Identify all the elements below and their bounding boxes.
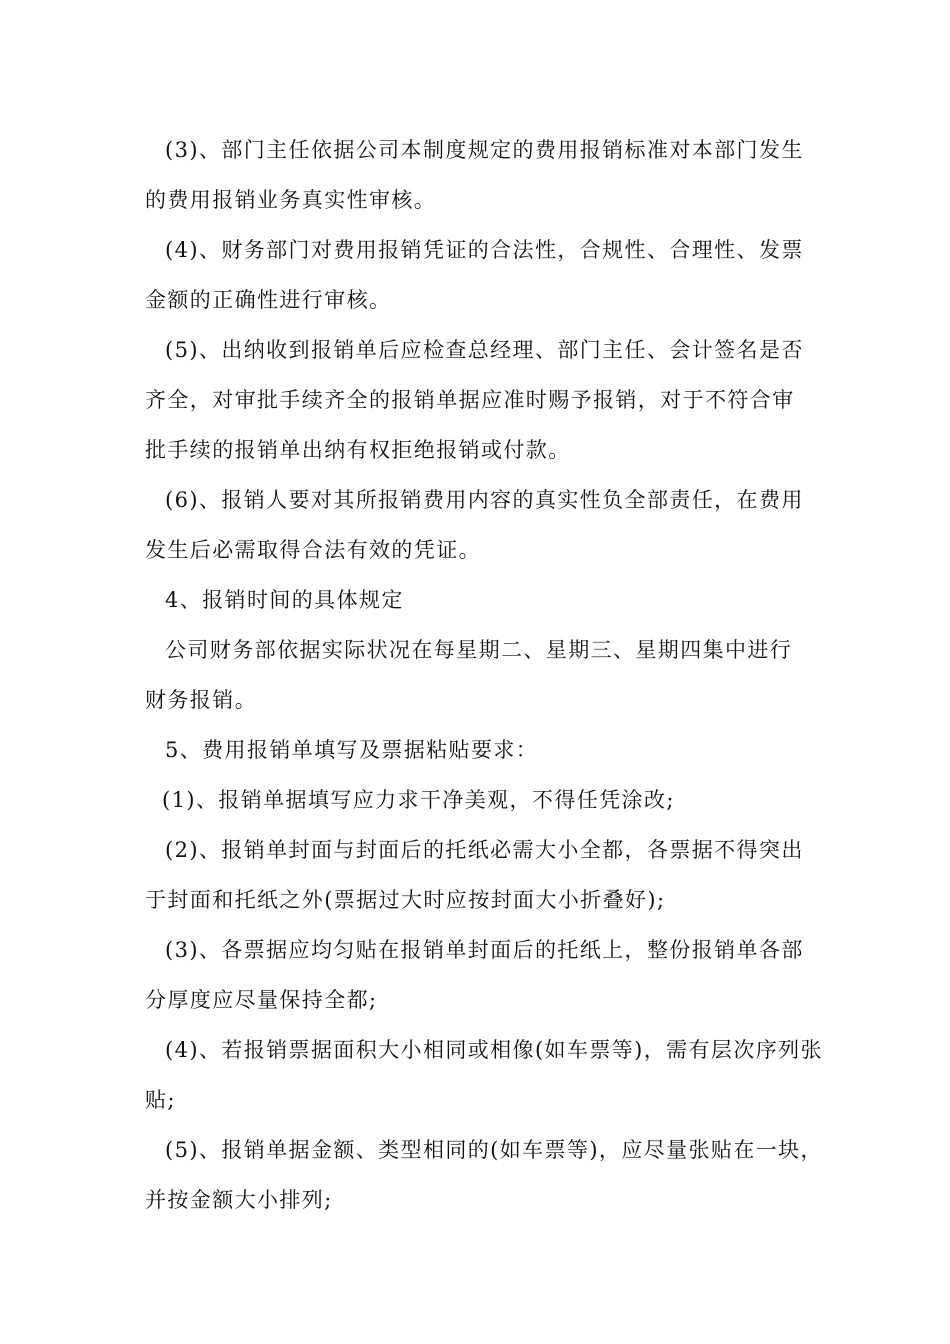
text-line-21: (5)、报销单据金额、类型相同的(如车票等)，应尽量张贴在一块， [165,1138,823,1162]
text-line-1: (3)、部门主任依据公司本制度规定的费用报销标准对本部门发生 [165,138,804,162]
text-line-11: 公司财务部依据实际状况在每星期二、星期三、星期四集中进行 [165,638,793,662]
text-line-4: 金额的正确性进行审核。 [145,288,392,312]
text-line-15: (2)、报销单封面与封面后的托纸必需大小全都，各票据不得突出 [165,838,804,862]
text-line-17: (3)、各票据应均匀贴在报销单封面后的托纸上，整份报销单各部 [165,938,804,962]
text-line-9: 发生后必需取得合法有效的凭证。 [145,538,481,562]
text-line-7: 批手续的报销单出纳有权拒绝报销或付款。 [145,438,571,462]
text-line-2: 的费用报销业务真实性审核。 [145,188,437,212]
text-line-3: (4)、财务部门对费用报销凭证的合法性，合规性、合理性、发票 [165,238,804,262]
text-line-22: 并按金额大小排列; [145,1188,333,1212]
section-heading-5: 5、费用报销单填写及票据粘贴要求： [165,738,539,762]
text-line-16: 于封面和托纸之外(票据过大时应按封面大小折叠好); [145,888,666,912]
text-line-6: 齐全，对审批手续齐全的报销单据应准时赐予报销，对于不符合审 [145,388,795,412]
text-line-18: 分厚度应尽量保持全都; [145,988,378,1012]
text-line-14: (1)、报销单据填写应力求干净美观，不得任凭涂改; [162,788,675,812]
text-line-8: (6)、报销人要对其所报销费用内容的真实性负全部责任，在费用 [165,488,804,512]
text-line-20: 贴; [145,1088,176,1112]
text-line-19: (4)、若报销票据面积大小相同或相像(如车票等)，需有层次序列张 [165,1038,823,1062]
text-line-12: 财务报销。 [145,688,257,712]
text-line-5: (5)、出纳收到报销单后应检查总经理、部门主任、会计签名是否 [165,338,804,362]
section-heading-4: 4、报销时间的具体规定 [165,588,404,612]
